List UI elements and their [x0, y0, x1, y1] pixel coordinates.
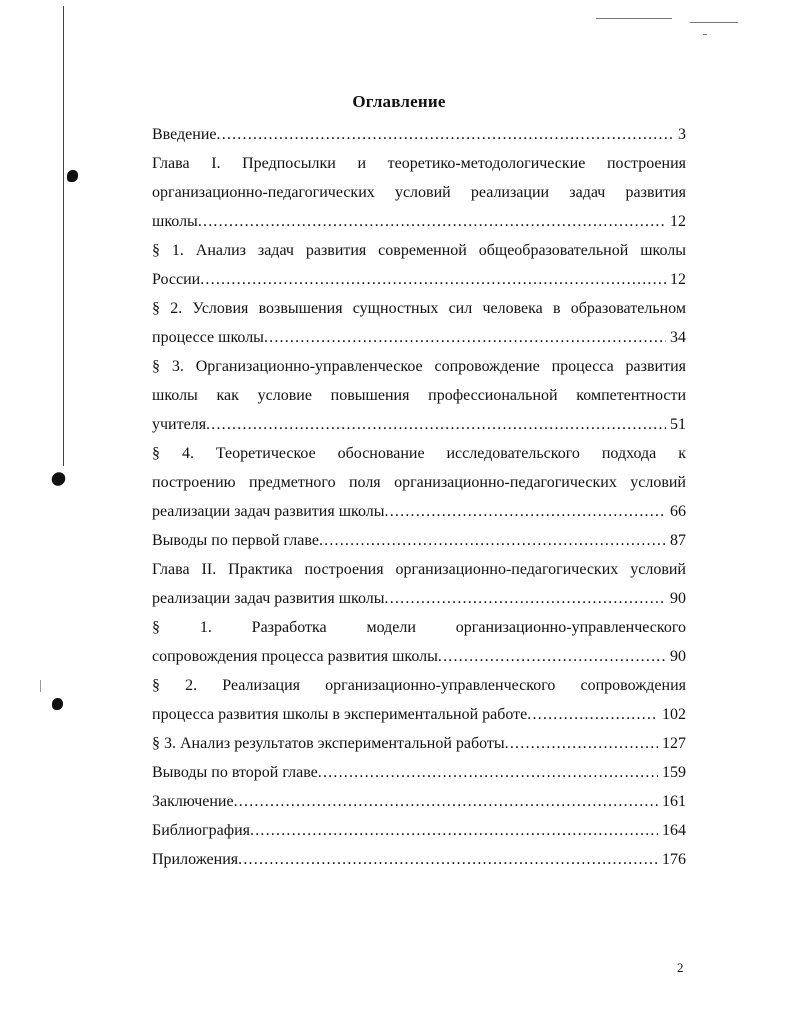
dot-leader	[319, 526, 666, 555]
toc-entry	[152, 323, 686, 352]
toc-entry	[152, 207, 686, 236]
toc-entry-line: § 2. Реализация организационно-управленческого сопровождения	[152, 677, 686, 694]
toc-entry-line: § 1. Анализ задач развития современной общеобразовательной школы	[152, 242, 686, 259]
table-of-contents	[152, 120, 686, 874]
toc-entry-line: организационно-педагогических условий реализации задач развития	[152, 184, 686, 201]
toc-entry-page: 3	[678, 126, 686, 143]
dot-leader	[217, 120, 675, 149]
toc-entry-line: § 4. Теоретическое обоснование исследовательского подхода к	[152, 445, 686, 462]
toc-entry-title: Выводы по второй главе	[152, 764, 318, 781]
scan-mark	[703, 34, 707, 35]
scan-margin-line	[63, 6, 64, 466]
toc-entry-title: Приложения	[152, 851, 239, 868]
scan-speck	[40, 680, 41, 692]
toc-entry	[152, 497, 686, 526]
toc-entry	[152, 526, 686, 555]
dot-leader	[198, 207, 666, 236]
toc-entry-title: учителя	[152, 416, 207, 433]
dot-leader	[238, 845, 658, 874]
toc-entry-title: Библиография	[152, 822, 250, 839]
toc-entry-line: Глава II. Практика построения организационно-педагогических условий	[152, 561, 686, 578]
toc-entry-title: Заключение	[152, 793, 234, 810]
toc-entry	[152, 845, 686, 874]
punch-hole	[49, 469, 68, 488]
toc-entry-page: 90	[670, 590, 686, 607]
toc-entry-title: России	[152, 271, 201, 288]
toc-entry-page: 12	[670, 213, 686, 230]
toc-entry-page: 176	[662, 851, 686, 868]
toc-entry-page: 12	[670, 271, 686, 288]
toc-entry-line: § 3. Организационно-управленческое сопровождение процесса развития	[152, 358, 686, 375]
toc-entry-page: 51	[670, 416, 686, 433]
dot-leader	[200, 265, 666, 294]
toc-entry-page: 90	[670, 648, 686, 665]
toc-entry	[152, 729, 686, 758]
toc-entry-page: 164	[662, 822, 686, 839]
page-number: 2	[677, 960, 684, 975]
toc-entry-title: реализации задач развития школы	[152, 503, 385, 520]
toc-entry-page: 159	[662, 764, 686, 781]
toc-entry	[152, 265, 686, 294]
dot-leader	[527, 700, 658, 729]
toc-entry-line: школы как условие повышения профессиональной компетентности	[152, 387, 686, 404]
toc-entry-title: реализации задач развития школы	[152, 590, 385, 607]
toc-entry	[152, 410, 686, 439]
dot-leader	[385, 584, 666, 613]
toc-entry-line: § 2. Условия возвышения сущностных сил человека в образовательном	[152, 300, 686, 317]
toc-entry	[152, 642, 686, 671]
toc-entry-title: процесса развития школы в экспериментальной работе	[152, 706, 528, 723]
dot-leader	[250, 816, 658, 845]
toc-entry-page: 127	[662, 735, 686, 752]
toc-entry	[152, 584, 686, 613]
toc-entry	[152, 787, 686, 816]
dot-leader	[318, 758, 658, 787]
toc-entry	[152, 700, 686, 729]
toc-entry-title: § 3. Анализ результатов экспериментальной работы	[152, 735, 505, 752]
toc-entry	[152, 816, 686, 845]
scan-mark	[690, 22, 738, 23]
toc-entry-page: 34	[670, 329, 686, 346]
toc-entry-page: 66	[670, 503, 686, 520]
toc-entry-title: школы	[152, 213, 198, 230]
scan-mark	[596, 18, 672, 19]
dot-leader	[505, 729, 658, 758]
toc-entry-page: 161	[662, 793, 686, 810]
toc-entry-page: 102	[662, 706, 686, 723]
toc-entry-title: Введение	[152, 126, 217, 143]
punch-hole	[52, 698, 63, 710]
dot-leader	[385, 497, 666, 526]
toc-entry-line: § 1. Разработка модели организационно-управленческого	[152, 619, 686, 636]
toc-entry-title: сопровождения процесса развития школы	[152, 648, 438, 665]
toc-entry-page: 87	[670, 532, 686, 549]
page-title: Оглавление	[352, 92, 446, 111]
toc-entry-title: Выводы по первой главе	[152, 532, 319, 549]
dot-leader	[264, 323, 666, 352]
toc-entry-line: Глава I. Предпосылки и теоретико-методологические построения	[152, 155, 686, 172]
toc-entry	[152, 758, 686, 787]
dot-leader	[438, 642, 666, 671]
toc-entry-title: процессе школы	[152, 329, 264, 346]
dot-leader	[206, 410, 666, 439]
toc-entry-line: построению предметного поля организационно-педагогических условий	[152, 474, 686, 491]
dot-leader	[234, 787, 658, 816]
toc-entry	[152, 120, 686, 149]
punch-hole	[67, 170, 78, 182]
